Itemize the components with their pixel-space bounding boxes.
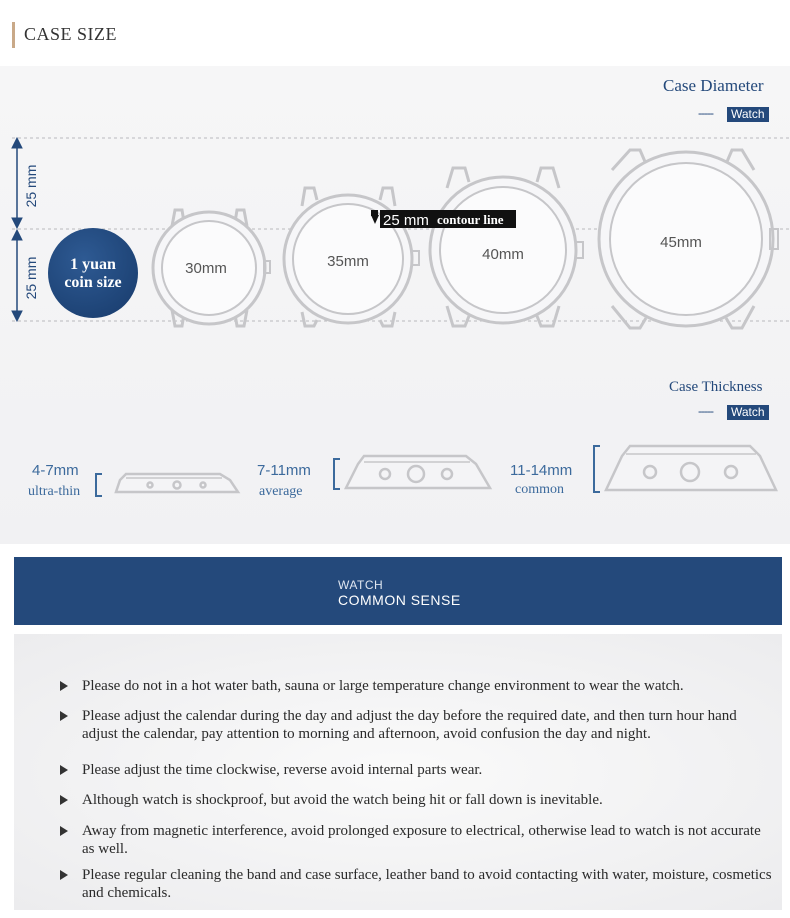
size-label-40mm: 40mm <box>482 246 524 263</box>
bullet-arrow-icon <box>60 826 68 836</box>
bullet-arrow-icon <box>60 870 68 880</box>
coin-label-line1: 1 yuan <box>70 256 116 273</box>
scale-arrow-bottom <box>12 230 22 321</box>
bracket-common <box>594 446 600 492</box>
size-label-35mm: 35mm <box>327 253 369 270</box>
scale-label-bottom: 25 mm <box>23 256 39 300</box>
size-label-30mm: 30mm <box>185 260 227 277</box>
tip-item <box>60 822 776 858</box>
bullet-arrow-icon <box>60 711 68 721</box>
thickness-label-average: average <box>259 484 303 499</box>
size-label-45mm: 45mm <box>660 234 702 251</box>
diameter-watch-tag: Watch <box>727 107 769 122</box>
case-common <box>606 446 776 490</box>
coin-label-line2: coin size <box>64 274 122 291</box>
banner-line-watch: WATCH <box>338 578 384 592</box>
bracket-ultra-thin <box>96 474 102 496</box>
thickness-range-average: 7-11mm <box>257 462 311 479</box>
contour-line-text: contour line <box>437 212 504 227</box>
thickness-watch-tag: Watch <box>727 405 769 420</box>
case-diameter-title: Case Diameter <box>663 76 764 95</box>
tip-text: Away from magnetic interference, avoid prolonged exposure to electrical, otherwise lead to watch is not accurate as well. <box>82 823 761 857</box>
tip-text: Please do not in a hot water bath, sauna or large temperature change environment to wear the watch. <box>82 678 684 694</box>
tip-item <box>60 791 776 809</box>
scale-arrow-top <box>12 138 22 228</box>
thickness-label-common: common <box>515 482 564 497</box>
thickness-tag-dashes: ----- <box>698 404 713 418</box>
thickness-range-common: 11-14mm <box>510 462 573 479</box>
section-title: CASE SIZE <box>24 24 118 44</box>
bullet-arrow-icon <box>60 765 68 775</box>
bullet-arrow-icon <box>60 681 68 691</box>
tip-item <box>60 761 776 779</box>
banner-line-common-sense: COMMON SENSE <box>338 592 461 608</box>
tip-item <box>60 707 776 743</box>
bullet-arrow-icon <box>60 795 68 805</box>
case-ultra-thin <box>116 474 238 492</box>
tip-text: Although watch is shockproof, but avoid the watch being hit or fall down is inevitable. <box>82 792 603 808</box>
tip-text: Please adjust the time clockwise, reverse avoid internal parts wear. <box>82 762 483 778</box>
scale-label-top: 25 mm <box>23 164 39 208</box>
common-sense-banner <box>14 557 782 625</box>
tip-item <box>60 866 776 902</box>
bracket-average <box>334 459 340 489</box>
thickness-illustration <box>0 440 790 510</box>
contour-mm-text: 25 mm <box>383 212 429 229</box>
thickness-label-ultra-thin: ultra-thin <box>28 484 81 499</box>
coin-label <box>48 256 138 292</box>
case-thickness-title: Case Thickness <box>669 379 763 395</box>
diameter-tag-dashes: ----- <box>698 106 713 120</box>
tip-text: Please regular cleaning the band and case surface, leather band to avoid contacting with water, moisture, cosmetics and chemicals. <box>82 867 772 901</box>
case-average <box>346 456 490 488</box>
tip-item <box>60 677 776 695</box>
thickness-range-ultra-thin: 4-7mm <box>32 462 79 479</box>
contour-line-label <box>371 210 516 229</box>
tip-text: Please adjust the calendar during the day and adjust the day before the required date, and then turn hour hand adjust the calendar, pay attention to morning and afternoon, avoid confusion the day and night. <box>82 708 737 742</box>
